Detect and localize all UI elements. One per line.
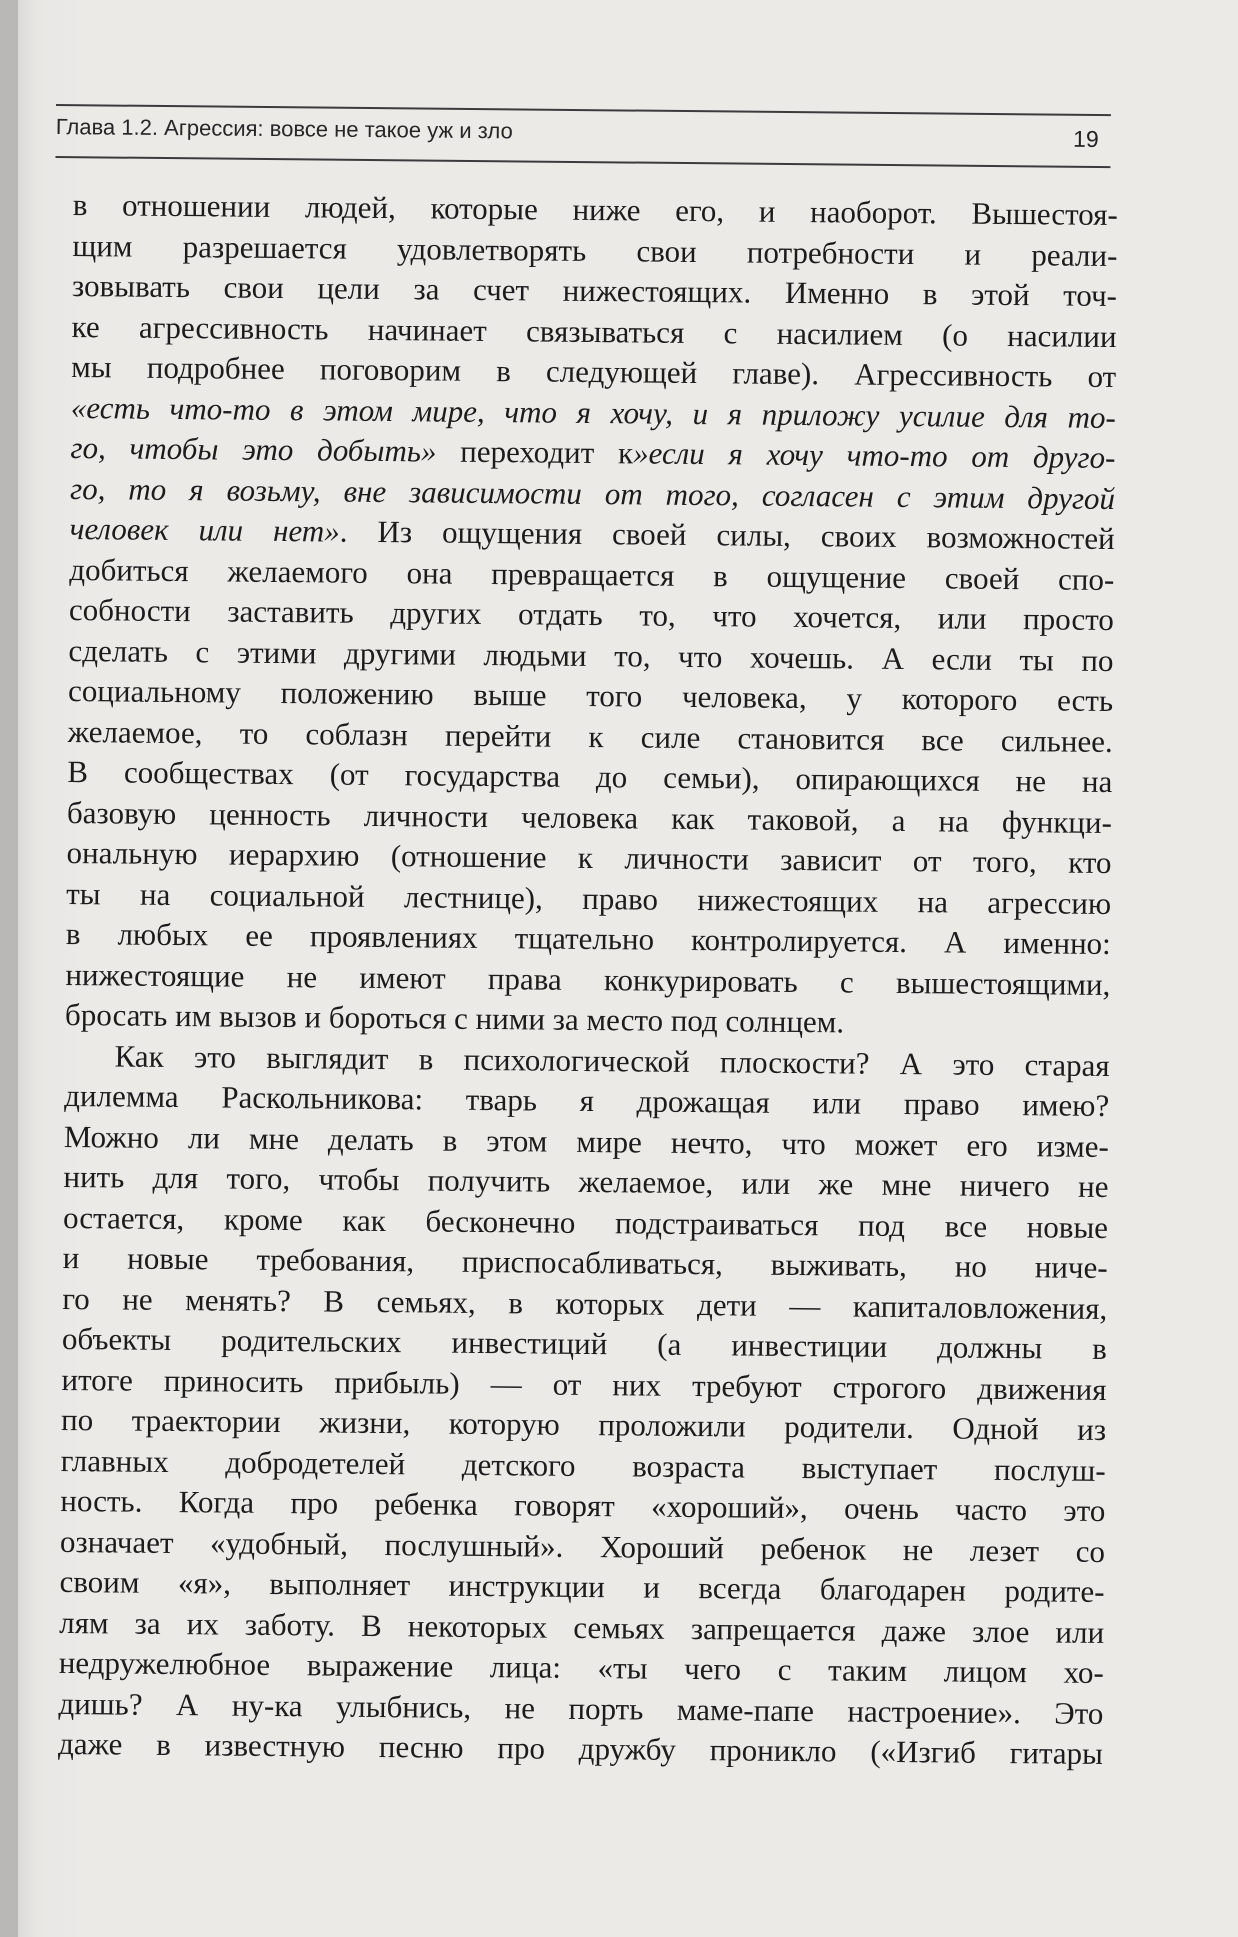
text-line: зовывать свои цели за счет нижестоящих. Именно в этой точ- bbox=[71, 267, 1118, 314]
text-line: лям за их заботу. В некоторых семьях запрещается даже злое или bbox=[59, 1604, 1105, 1650]
italic-quote: го, чтобы это добыть» bbox=[70, 429, 437, 469]
text-line: даже в известную песню про дружбу проникло («Изгиб гитары bbox=[57, 1725, 1104, 1771]
text-line: бросать им вызов и бороться с ними за место под солнцем. bbox=[64, 996, 845, 1040]
text-line: означает «удобный, послушный». Хороший ребенок не лезет со bbox=[59, 1523, 1106, 1569]
chapter-title: Глава 1.2. Агрессия: вовсе не такое уж и зло bbox=[55, 113, 513, 144]
text-line: остается, кроме как бесконечно подстраиваться под все новые bbox=[62, 1199, 1109, 1245]
text-line: и новые требования, приспосабливаться, выживать, но ниче- bbox=[62, 1239, 1108, 1285]
text-line: «есть что-то в этом мире, что я хочу, и я приложу усилие для то- bbox=[70, 389, 1116, 435]
running-header bbox=[55, 104, 1110, 168]
italic-quote: »если я хочу что-то от друго- bbox=[632, 435, 1116, 476]
text-line: желаемое, то соблазн перейти к силе становится все сильнее. bbox=[67, 713, 1113, 759]
text-line: Как это выглядит в психологической плоскости? А это старая bbox=[114, 1037, 1110, 1083]
text-line: го, то я возьму, вне зависимости от того, согласен с этим другой bbox=[69, 470, 1116, 516]
text-line: недружелюбное выражение лица: «ты чего с таким лицом хо- bbox=[58, 1644, 1104, 1690]
text-line: итоге приносить прибыль) — от них требуют строгого движения bbox=[61, 1361, 1107, 1407]
text-line: добиться желаемого она превращается в ощущение своей спо- bbox=[69, 551, 1115, 597]
text-line: по траектории жизни, которую проложили родители. Одной из bbox=[60, 1401, 1107, 1447]
text-line: дишь? А ну-ка улыбнись, не порть маме-папе настроение». Это bbox=[58, 1685, 1104, 1731]
text-line: главных добродетелей детского возраста выступает послуш- bbox=[60, 1442, 1106, 1488]
text-line: щим разрешается удовлетворять свои потребности и реали- bbox=[72, 227, 1118, 273]
text-line: базовую ценность личности человека как таковой, а на функци- bbox=[66, 794, 1113, 840]
text-line: в отношении людей, которые ниже его, и наоборот. Вышестоя- bbox=[72, 186, 1118, 233]
text-line: сделать с этими другими людьми то, что хочешь. А если ты по bbox=[68, 632, 1114, 678]
text-line: Можно ли мне делать в этом мире нечто, что может его изме- bbox=[63, 1118, 1109, 1164]
italic-quote: человек или нет» bbox=[69, 510, 340, 549]
text-line: дилемма Раскольникова: тварь я дрожащая или право имею? bbox=[64, 1077, 1110, 1123]
body-text bbox=[58, 185, 1118, 1774]
text-line: социальному положению выше того человека, у которого есть bbox=[67, 672, 1114, 719]
text-line: нижестоящие не имеют права конкурировать с вышестоящими, bbox=[65, 956, 1111, 1002]
text-line: ность. Когда про ребенка говорят «хороший», очень часто это bbox=[60, 1482, 1106, 1528]
text-line: В сообществах (от государства до семьи), опирающихся не на bbox=[67, 753, 1113, 800]
text-line: го не менять? В семьях, в которых дети — капиталовложения, bbox=[62, 1280, 1108, 1326]
text-line: объекты родительских инвестиций (а инвестиции должны в bbox=[61, 1320, 1108, 1366]
book-page bbox=[18, 0, 1238, 1937]
text-line: ты на социальной лестнице), право нижестоящих на агрессию bbox=[66, 875, 1112, 921]
text-line: мы подробнее поговорим в следующей главе). Агрессивность от bbox=[71, 348, 1117, 395]
text-line: своим «я», выполняет инструкции и всегда благодарен родите- bbox=[59, 1563, 1105, 1609]
page-number: 19 bbox=[1072, 125, 1099, 153]
text-fragment: переходит к bbox=[436, 433, 634, 471]
text-line: собности заставить других отдать то, что хочется, или просто bbox=[68, 591, 1115, 638]
text-line: ональную иерархию (отношение к личности зависит от того, кто bbox=[66, 834, 1112, 880]
text-line: нить для того, чтобы получить желаемое, или же мне ничего не bbox=[63, 1158, 1109, 1204]
text-line: ке агрессивность начинает связываться с насилием (о насилии bbox=[71, 308, 1117, 354]
text-line: в любых ее проявлениях тщательно контролируется. А именно: bbox=[65, 915, 1111, 961]
text-fragment: . Из ощущения своей силы, своих возможностей bbox=[339, 513, 1115, 557]
